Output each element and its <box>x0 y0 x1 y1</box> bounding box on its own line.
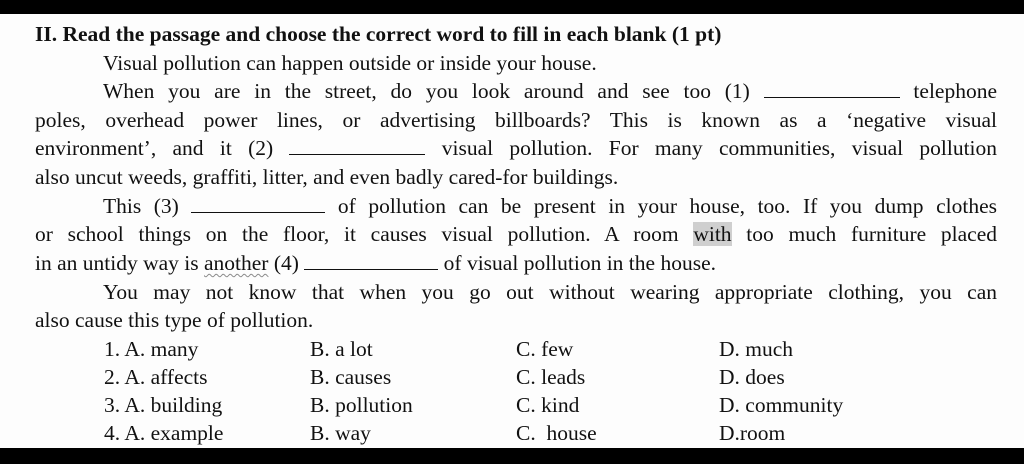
passage-line-2: When you are in the street, do you look around and see too (1) telephone <box>103 79 997 103</box>
option-1c[interactable]: C. few <box>516 337 574 361</box>
section-title: II. Read the passage and choose the correct word to fill in each blank (1 pt) <box>35 22 722 46</box>
passage-line-10: also cause this type of pollution. <box>35 308 314 332</box>
option-3c[interactable]: C. kind <box>516 393 580 417</box>
option-3d[interactable]: D. community <box>719 393 844 417</box>
question-2: 2. A. affects <box>104 365 208 389</box>
option-1d[interactable]: D. much <box>719 337 794 361</box>
question-1: 1. A. many <box>104 337 199 361</box>
passage-line-9: You may not know that when you go out without wearing appropriate clothing, you can <box>103 280 997 304</box>
passage-line-5: also uncut weeds, graffiti, litter, and even badly cared-for buildings. <box>35 165 619 189</box>
passage-line-1: Visual pollution can happen outside or inside your house. <box>103 51 597 75</box>
option-2a[interactable]: A. affects <box>124 365 208 389</box>
option-3b[interactable]: B. pollution <box>310 393 413 417</box>
passage-line-8: in an untidy way is another (4) of visual pollution in the house. <box>35 251 716 275</box>
option-2d[interactable]: D. does <box>719 365 785 389</box>
option-1a[interactable]: A. many <box>124 337 199 361</box>
option-3a[interactable]: A. building <box>124 393 223 417</box>
passage-line-7: or school things on the floor, it causes visual pollution. A room with too much furniture placed <box>35 222 998 246</box>
document-page <box>0 14 1024 448</box>
option-2c[interactable]: C. leads <box>516 365 586 389</box>
option-1b[interactable]: B. a lot <box>310 337 373 361</box>
blank-3[interactable] <box>191 194 325 213</box>
option-4a[interactable]: A. example <box>124 421 224 445</box>
passage-line-4: environment’, and it (2) visual pollution. For many communities, visual pollution <box>35 136 998 160</box>
option-4d[interactable]: D.room <box>719 421 786 445</box>
blank-1[interactable] <box>764 79 900 98</box>
passage-line-6: This (3) of pollution can be present in your house, too. If you dump clothes <box>103 194 997 218</box>
question-4: 4. A. example <box>104 421 224 445</box>
blank-4[interactable] <box>304 251 438 270</box>
highlighted-word: with <box>693 222 732 246</box>
option-2b[interactable]: B. causes <box>310 365 392 389</box>
option-4b[interactable]: B. way <box>310 421 371 445</box>
option-4c[interactable]: C. house <box>516 421 597 445</box>
passage-line-3: poles, overhead power lines, or advertising billboards? This is known as a ‘negative visual <box>35 108 997 132</box>
blank-2[interactable] <box>289 136 425 155</box>
question-3: 3. A. building <box>104 393 223 417</box>
